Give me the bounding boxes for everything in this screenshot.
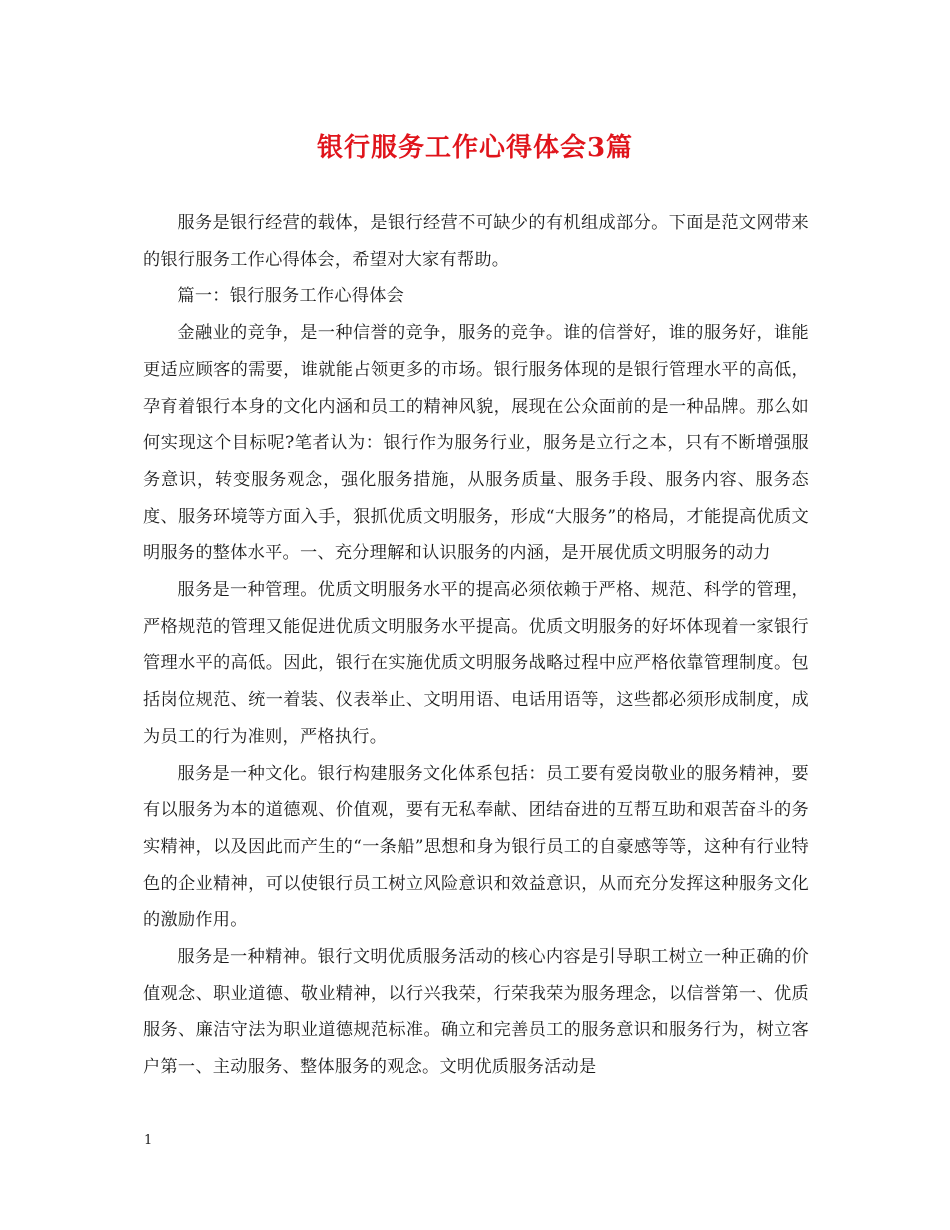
body-paragraph: 服务是一种精神。银行文明优质服务活动的核心内容是引导职工树立一种正确的价值观念、职业道德、敬业精神，以行兴我荣，行荣我荣为服务理念，以信誉第一、优质服务、廉洁守法为职业道德规范标准。确立和完善员工的服务意识和服务行为，树立客户第一、主动服务、整体服务的观念。文明优质服务活动是 bbox=[143, 947, 809, 1078]
document-body bbox=[143, 205, 809, 1086]
document-title: 银行服务工作心得体会3篇 bbox=[316, 133, 634, 163]
body-paragraph: 服务是一种文化。银行构建服务文化体系包括：员工要有爱岗敬业的服务精神，要有以服务为本的道德观、价值观，要有无私奉献、团结奋进的互帮互助和艰苦奋斗的务实精神，以及因此而产生的“一条船”思想和身为银行员工的自豪感等等，这种有行业特色的企业精神，可以使银行员工树立风险意识和效益意识，从而充分发挥这种服务文化的激励作用。 bbox=[143, 763, 809, 931]
section-heading: 篇一：银行服务工作心得体会 bbox=[177, 286, 405, 307]
page-number: 1 bbox=[144, 1133, 153, 1148]
intro-paragraph: 服务是银行经营的载体，是银行经营不可缺少的有机组成部分。下面是范文网带来的银行服务工作心得体会，希望对大家有帮助。 bbox=[143, 213, 809, 270]
body-paragraph: 服务是一种管理。优质文明服务水平的提高必须依赖于严格、规范、科学的管理，严格规范的管理又能促进优质文明服务水平提高。优质文明服务的好坏体现着一家银行管理水平的高低。因此，银行在实施优质文明服务战略过程中应严格依靠管理制度。包括岗位规范、统一着装、仪表举止、文明用语、电话用语等，这些都必须形成制度，成为员工的行为准则，严格执行。 bbox=[143, 580, 809, 747]
body-paragraph: 金融业的竞争，是一种信誉的竞争，服务的竞争。谁的信誉好，谁的服务好，谁能更适应顾客的需要，谁就能占领更多的市场。银行服务体现的是银行管理水平的高低，孕育着银行本身的文化内涵和员工的精神风貌，展现在公众面前的是一种品牌。那么如何实现这个目标呢?笔者认为：银行作为服务行业，服务是立行之本，只有不断增强服务意识，转变服务观念，强化服务措施，从服务质量、服务手段、服务内容、服务态度、服务环境等方面入手，狠抓优质文明服务，形成“大服务”的格局，才能提高优质文明服务的整体水平。一、充分理解和认识服务的内涵，是开展优质文明服务的动力 bbox=[143, 323, 809, 564]
